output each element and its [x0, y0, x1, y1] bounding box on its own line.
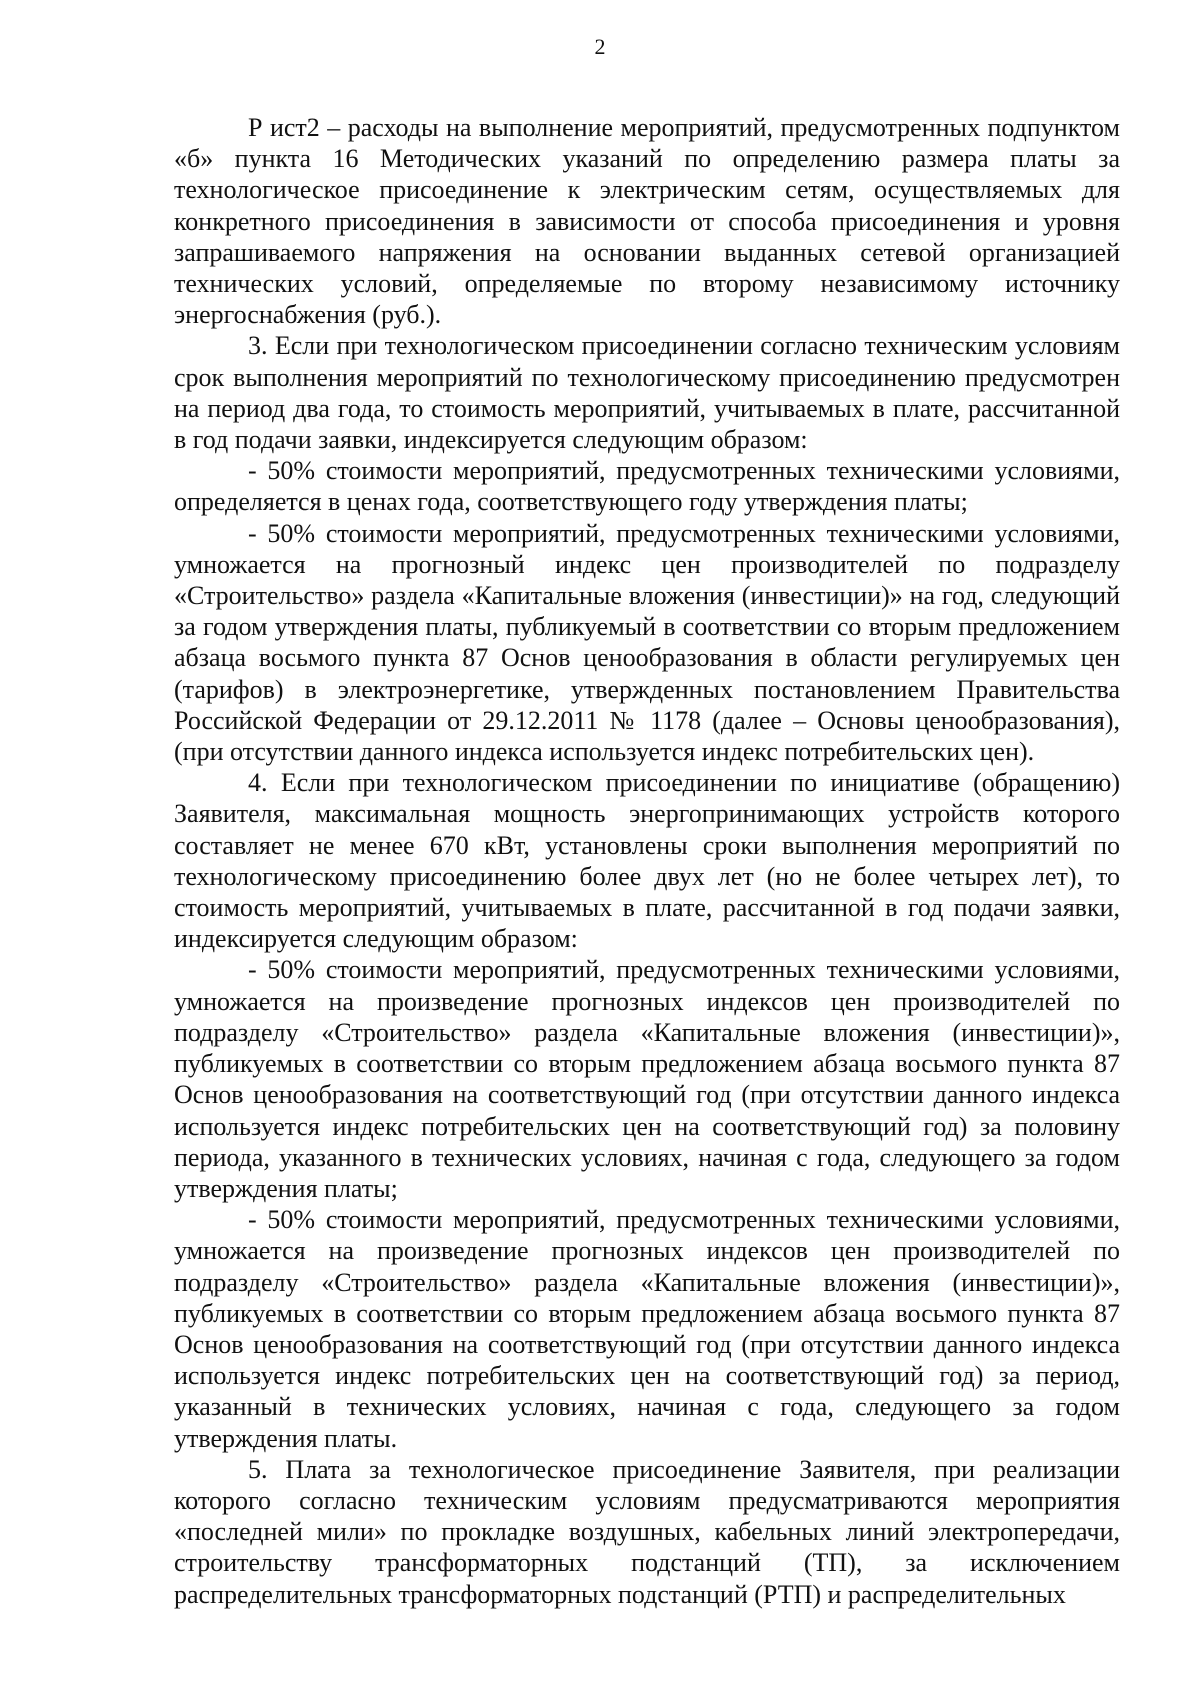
paragraph-item-5: 5. Плата за технологическое присоединение Заявителя, при реализации которого согласно техническим условиям предусматриваются мероприятия «последней мили» по прокладке воздушных, кабельных линий электропередачи, строительству трансформаторных подстанций (ТП), за исключением распределительных трансформаторных подстанций (РТП) и распределительных [174, 1454, 1120, 1609]
paragraph-item-3-bullet-2: - 50% стоимости мероприятий, предусмотренных техническими условиями, умножается на прогнозный индекс цен производителей по подразделу «Строительство» раздела «Капитальные вложения (инвестиции)» на год, следующий за годом утверждения платы, публикуемый в соответствии со вторым предложением абзаца восьмого пункта 87 Основ ценообразования в области регулируемых цен (тарифов) в электроэнергетике, утвержденных постановлением Правительства Российской Федерации от 29.12.2011 № 1178 (далее – Основы ценообразования), (при отсутствии данного индекса используется индекс потребительских цен). [174, 518, 1120, 767]
paragraph-item-4-bullet-2: - 50% стоимости мероприятий, предусмотренных техническими условиями, умножается на произведение прогнозных индексов цен производителей по подразделу «Строительство» раздела «Капитальные вложения (инвестиции)», публикуемых в соответствии со вторым предложением абзаца восьмого пункта 87 Основ ценообразования на соответствующий год (при отсутствии данного индекса используется индекс потребительских цен на соответствующий год) за период, указанный в технических условиях, начиная с года, следующего за годом утверждения платы. [174, 1205, 1120, 1453]
paragraph-item-4-bullet-1: - 50% стоимости мероприятий, предусмотренных техническими условиями, умножается на произведение прогнозных индексов цен производителей по подразделу «Строительство» раздела «Капитальные вложения (инвестиции)», публикуемых в соответствии со вторым предложением абзаца восьмого пункта 87 Основ ценообразования на соответствующий год (при отсутствии данного индекса используется индекс потребительских цен на соответствующий год) за половину периода, указанного в технических условиях, начиная с года, следующего за годом утверждения платы; [174, 955, 1120, 1203]
page-number: 2 [594, 34, 606, 59]
paragraph-r-ist2-definition: Р ист2 – расходы на выполнение мероприятий, предусмотренных подпунктом «б» пункта 16 Методических указаний по определению размера платы за технологическое присоединение к электрическим сетям, осуществляемых для конкретного присоединения в зависимости от способа присоединения и уровня запрашиваемого напряжения на основании выданных сетевой организацией технических условий, определяемые по второму независимому источнику энергоснабжения (руб.). [174, 113, 1120, 330]
paragraph-item-3-bullet-1: - 50% стоимости мероприятий, предусмотренных техническими условиями, определяется в ценах года, соответствующего году утверждения платы; [174, 456, 1120, 517]
document-body [174, 112, 1120, 1610]
paragraph-item-4: 4. Если при технологическом присоединении по инициативе (обращению) Заявителя, максимальная мощность энергопринимающих устройств которого составляет не менее 670 кВт, установлены сроки выполнения мероприятий по технологическому присоединению более двух лет (но не более четырех лет), то стоимость мероприятий, учитываемых в плате, рассчитанной в год подачи заявки, индексируется следующим образом: [174, 768, 1120, 954]
paragraph-item-3: 3. Если при технологическом присоединении согласно техническим условиям срок выполнения мероприятий по технологическому присоединению предусмотрен на период два года, то стоимость мероприятий, учитываемых в плате, рассчитанной в год подачи заявки, индексируется следующим образом: [174, 331, 1120, 455]
